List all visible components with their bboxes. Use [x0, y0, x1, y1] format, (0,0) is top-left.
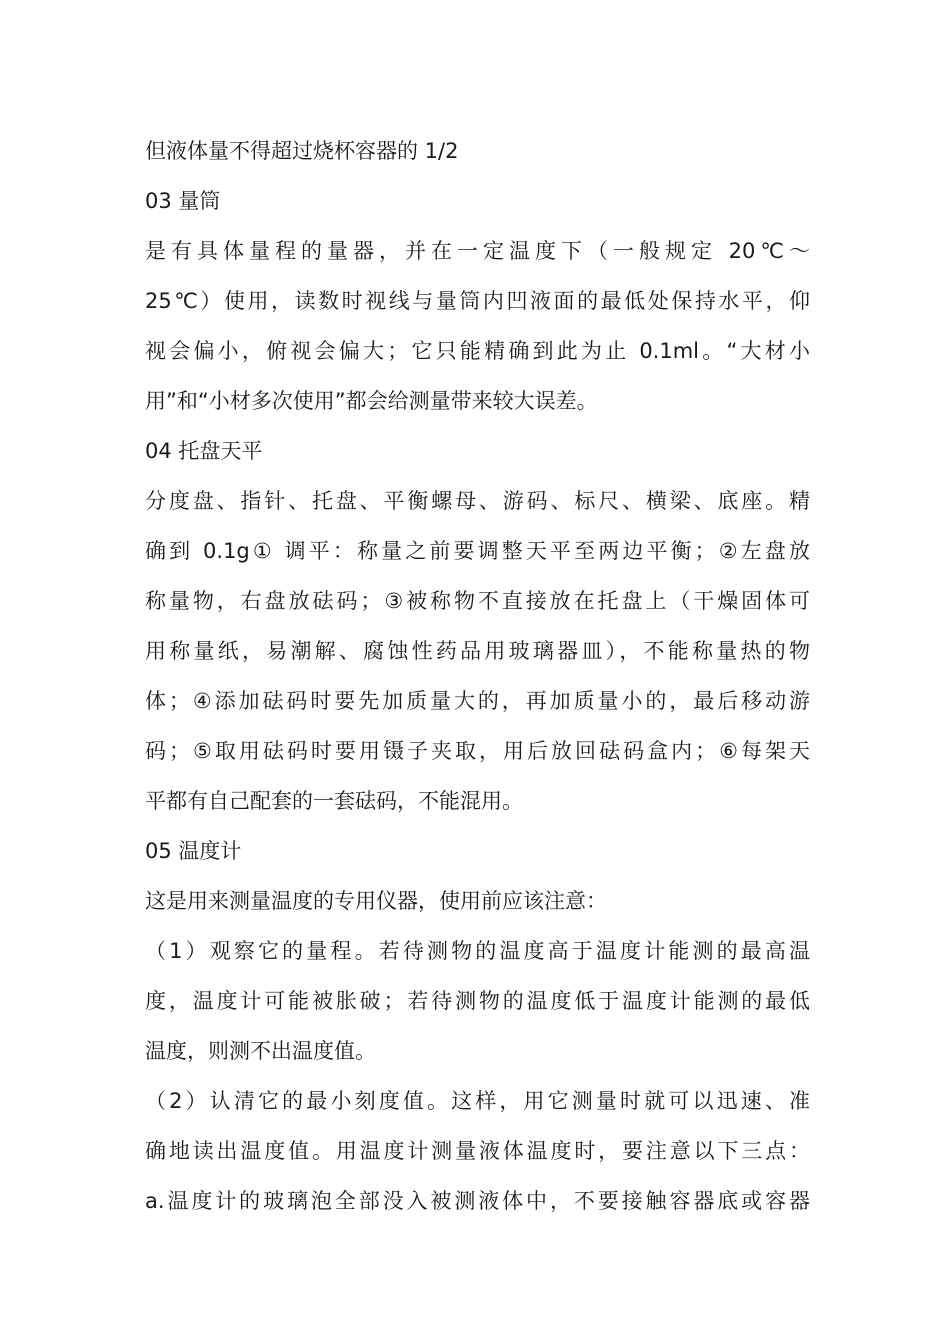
text-line: a.温度计的玻璃泡全部没入被测液体中，不要接触容器底或容器	[145, 1189, 810, 1213]
section-heading-thermometer: 05 温度计	[145, 839, 242, 863]
text-line: 温度，则测不出温度值。	[145, 1039, 376, 1063]
text-line: 这是用来测量温度的专用仪器，使用前应该注意：	[145, 889, 607, 913]
text-line: 平都有自己配套的一套砝码，不能混用。	[145, 789, 523, 813]
text-line: 25℃）使用，读数时视线与量筒内凹液面的最低处保持水平，仰	[145, 289, 810, 313]
text-line: 用”和“小材多次使用”都会给测量带来较大误差。	[145, 389, 598, 413]
text-line: 确到 0.1g① 调平：称量之前要调整天平至两边平衡；②左盘放	[145, 539, 810, 563]
text-line: 用称量纸，易潮解、腐蚀性药品用玻璃器皿），不能称量热的物	[145, 639, 810, 663]
text-line: （1）观察它的量程。若待测物的温度高于温度计能测的最高温	[145, 939, 810, 963]
text-line: 体；④添加砝码时要先加质量大的，再加质量小的，最后移动游	[145, 689, 810, 713]
text-line: 但液体量不得超过烧杯容器的 1/2	[145, 139, 459, 163]
text-line: 分度盘、指针、托盘、平衡螺母、游码、标尺、横梁、底座。精	[145, 489, 810, 513]
text-line: 视会偏小，俯视会偏大；它只能精确到此为止 0.1ml。“大材小	[145, 339, 810, 363]
section-heading-measuring-cylinder: 03 量筒	[145, 189, 221, 213]
text-line: （2）认清它的最小刻度值。这样，用它测量时就可以迅速、准	[145, 1089, 810, 1113]
section-heading-balance: 04 托盘天平	[145, 439, 263, 463]
text-line: 码；⑤取用砝码时要用镊子夹取，用后放回砝码盒内；⑥每架天	[145, 739, 810, 763]
text-line: 确地读出温度值。用温度计测量液体温度时，要注意以下三点：	[145, 1139, 810, 1163]
text-line: 是有具体量程的量器，并在一定温度下（一般规定 20℃～	[145, 239, 810, 263]
text-line: 称量物，右盘放砝码；③被称物不直接放在托盘上（干燥固体可	[145, 589, 810, 613]
text-line: 度，温度计可能被胀破；若待测物的温度低于温度计能测的最低	[145, 989, 810, 1013]
